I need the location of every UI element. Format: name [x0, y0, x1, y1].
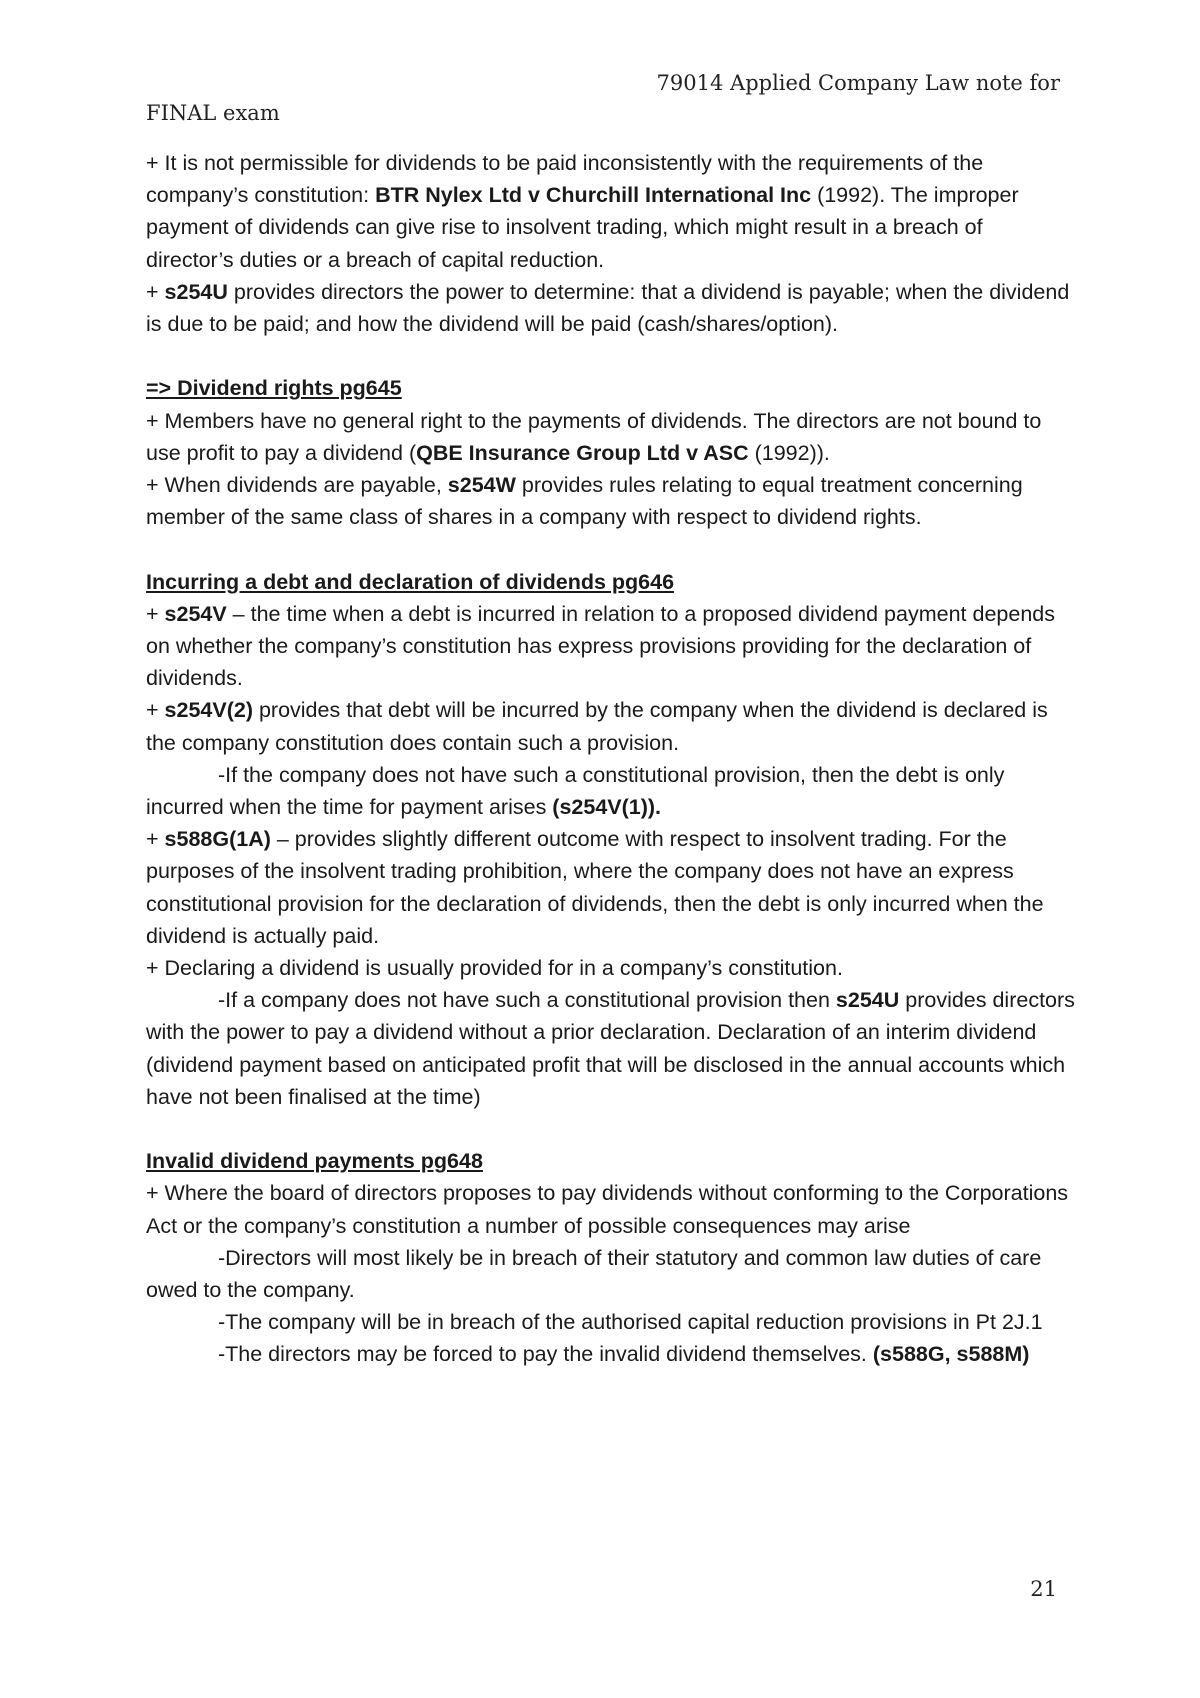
paragraph-board-proposes: [146, 1177, 1076, 1241]
spacer: [146, 533, 1076, 565]
section-reference: s254U: [835, 988, 900, 1013]
section-reference: s588G(1A): [164, 827, 271, 852]
text-run: +: [146, 827, 165, 852]
text-run: – provides slightly different outcome with respect to insolvent trading. For the purposes of the insolvent trading prohibition, where the company does not have an express constitutional provision for the declaration of dividends, then the debt is only incurred when the dividend is actually paid.: [146, 827, 1044, 948]
paragraph-capital-reduction: [146, 1306, 1076, 1338]
text-run: + Members have no general right to the payments of dividends. The directors are not bound to use profit to pay a dividend (: [146, 408, 1042, 465]
running-header-title: 79014 Applied Company Law note for: [656, 71, 1060, 95]
text-run: + When dividends are payable,: [146, 473, 448, 498]
text-run: +: [146, 601, 165, 626]
paragraph-breach-duties: [146, 1242, 1076, 1306]
section-reference: s254W: [447, 473, 516, 498]
paragraph-declaring-dividend: [146, 952, 1076, 984]
spacer: [146, 340, 1076, 372]
text-run: +: [146, 279, 165, 304]
text-run: +: [146, 698, 165, 723]
section-reference: (s254V(1)).: [552, 795, 662, 820]
paragraph-interim-dividend: [146, 984, 1076, 1113]
text-run: provides that debt will be incurred by the company when the dividend is declared is the company constitution does contain such a provision.: [146, 698, 1048, 755]
section-reference: s254U: [164, 279, 228, 304]
text-run: -If a company does not have such a constitutional provision then: [218, 988, 836, 1013]
text-run: + It is not permissible for dividends to be paid inconsistently with the requirements of the company’s constitution:: [146, 151, 984, 208]
paragraph-s588g1a: [146, 823, 1076, 952]
paragraph-s254u-power: [146, 276, 1076, 340]
heading-incurring-debt: Incurring a debt and declaration of dividends pg646: [146, 569, 675, 594]
paragraph-directors-pay: [146, 1338, 1076, 1370]
section-reference: s254V(2): [164, 698, 253, 723]
page-number: 21: [1030, 1577, 1057, 1601]
heading-invalid-payments: Invalid dividend payments pg648: [146, 1149, 483, 1174]
page-body: [146, 147, 1076, 1371]
text-run: + Declaring a dividend is usually provided for in a company’s constitution.: [146, 956, 843, 981]
text-run: – the time when a debt is incurred in relation to a proposed dividend payment depends on whether the company’s constitution has express provisions providing for the declaration of dividends.: [146, 601, 1055, 691]
text-run: (1992). The improper payment of dividends can give rise to insolvent trading, which might result in a breach of director’s duties or a breach of capital reduction.: [146, 183, 1019, 272]
text-run: (1992)).: [748, 440, 830, 465]
text-run: provides rules relating to equal treatment concerning member of the same class of shares in a company with respect to dividend rights.: [146, 473, 1023, 530]
paragraph-no-provision: [146, 759, 1076, 823]
text-run: -The company will be in breach of the authorised capital reduction provisions in Pt 2J.1: [218, 1310, 1043, 1335]
text-run: provides directors the power to determine: that a dividend is payable; when the dividend is due to be paid; and how the dividend will be paid (cash/shares/option).: [146, 279, 1070, 337]
text-run: provides directors with the power to pay a dividend without a prior declaration. Declaration of an interim dividend (dividend payment based on anticipated profit that will be disclosed in the annual accounts which have not been finalised at the time): [146, 988, 1075, 1109]
case-citation: QBE Insurance Group Ltd v ASC: [416, 440, 749, 465]
case-citation: BTR Nylex Ltd v Churchill International Inc: [375, 183, 812, 208]
running-header-subtitle: FINAL exam: [146, 101, 280, 125]
heading-dividend-rights: => Dividend rights pg645: [146, 376, 402, 401]
text-run: -The directors may be forced to pay the invalid dividend themselves.: [218, 1342, 873, 1367]
text-run: + Where the board of directors proposes to pay dividends without conforming to the Corporations Act or the company’s constitution a number of possible consequences may arise: [146, 1181, 1069, 1238]
text-run: -Directors will most likely be in breach of their statutory and common law duties of care owed to the company.: [146, 1245, 1042, 1303]
spacer: [146, 1113, 1076, 1145]
paragraph-s254v2: [146, 694, 1076, 758]
paragraph-members-no-right: [146, 405, 1076, 469]
section-reference: (s588G, s588M): [872, 1342, 1030, 1367]
paragraph-btr-nylex: [146, 147, 1076, 276]
paragraph-s254w: [146, 469, 1076, 533]
paragraph-s254v: [146, 598, 1076, 695]
text-run: -If the company does not have such a constitutional provision, then the debt is only incurred when the time for payment arises: [146, 762, 1005, 820]
section-reference: s254V: [164, 601, 227, 626]
